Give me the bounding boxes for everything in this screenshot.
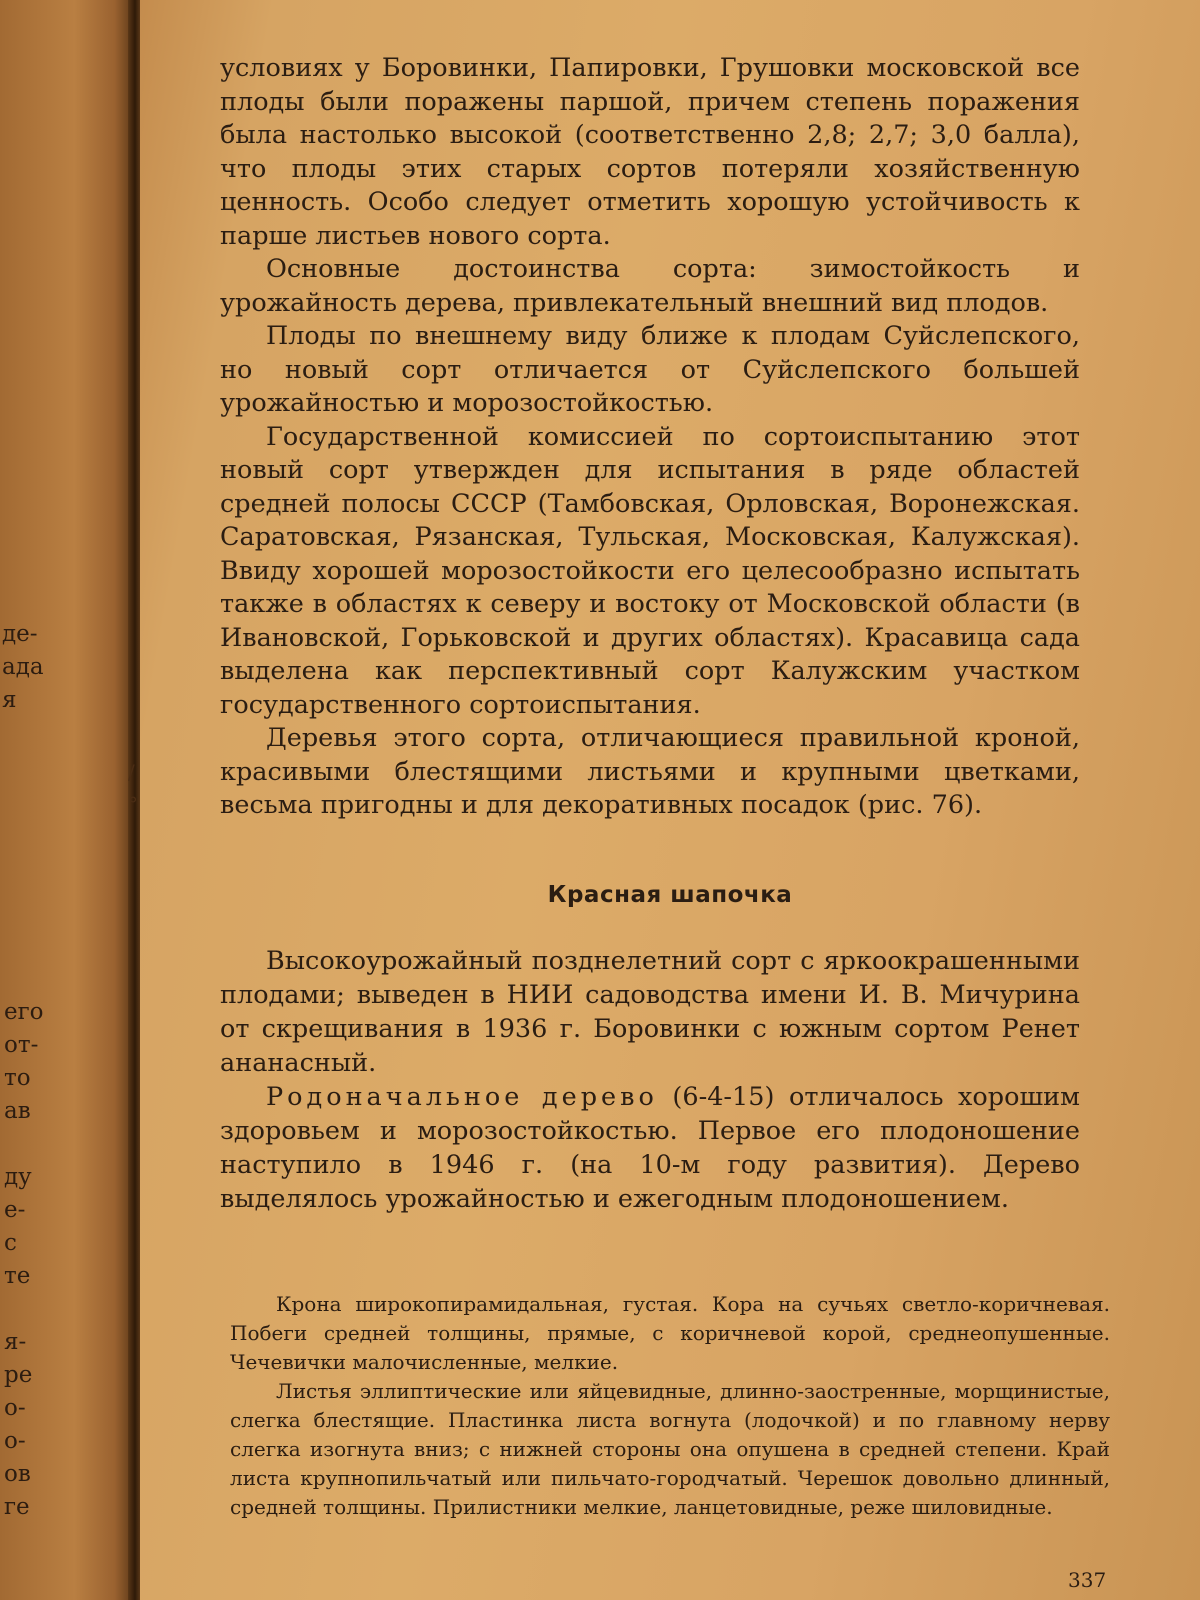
left-margin-bottom-fragments (0, 996, 130, 1524)
margin-fragment: ав (4, 1098, 31, 1124)
margin-fragment: те (4, 1263, 31, 1289)
margin-fragment: ов (4, 1461, 31, 1487)
left-margin-top-fragments (0, 618, 130, 717)
margin-fragment: ре (4, 1362, 33, 1388)
margin-fragment (0, 1293, 130, 1326)
right-page (140, 0, 1200, 1600)
paragraph-rest: (6-4-15) отличалось хорошим здоровьем и морозостойкостью. Первое его плодоношение наступило в 1946 г. (на 10-м году развития). Дерево выделялось урожайностью и ежегодным плодоношением. (220, 1082, 1080, 1214)
paragraph (220, 1080, 1080, 1216)
description-small-print (230, 1290, 1110, 1522)
paragraph: Листья эллиптические или яйцевидные, длинно-заостренные, морщинистые, слегка блестящие. Пластинка листа вогнута (лодочкой) и по главному нерву слегка изогнута вниз; с нижней стороны она опушена в средней степени. Край листа крупнопильчатый или пильчато-городчатый. Черешок довольно длинный, средней толщины. Прилистники мелкие, ланцетовидные, реже шиловидные. (230, 1379, 1110, 1519)
spaced-lead-term: Родоначальное дерево (266, 1082, 658, 1112)
paragraph: Крона широкопирамидальная, густая. Кора на сучьях светло-коричневая. Побеги средней толщины, прямые, с коричневой корой, среднеопушенные. Чечевички малочисленные, мелкие. (230, 1292, 1110, 1374)
margin-fragment: то (4, 1065, 31, 1091)
section-variety-continued (220, 52, 1080, 823)
paragraph: Деревья этого сорта, отличающиеся правильной кроной, красивыми блестящими листьями и крупными цветками, весьма пригодны и для декоративных посадок (рис. 76). (220, 723, 1080, 820)
left-page-edge (0, 0, 135, 1600)
margin-fragment: ду (4, 1164, 32, 1190)
margin-fragment: е- (4, 1197, 26, 1223)
margin-fragment: о- (4, 1428, 26, 1454)
paragraph: Основные достоинства сорта: зимостойкость и урожайность дерева, привлекательный внешний вид плодов. (220, 254, 1080, 318)
paragraph: Высокоурожайный позднелетний сорт с яркоокрашенными плодами; выведен в НИИ садоводства имени И. В. Мичурина от скрещивания в 1936 г. Боровинки с южным сортом Ренет ананасный. (220, 946, 1080, 1078)
margin-fragment: я (2, 687, 17, 713)
margin-fragment: с (4, 1230, 17, 1256)
paragraph: условиях у Боровинки, Папировки, Грушовки московской все плоды были поражены паршой, причем степень поражения была настолько высокой (соответственно 2,8; 2,7; 3,0 балла), что плоды этих старых сортов потеряли хозяйственную ценность. Особо следует отметить хорошую устойчивость к парше листьев нового сорта. (220, 53, 1080, 251)
margin-fragment: от- (4, 1032, 39, 1058)
margin-fragment: де- (2, 621, 38, 647)
margin-fragment: ге (4, 1494, 30, 1520)
margin-fragment: его (4, 999, 44, 1025)
section-heading: Красная шапочка (547, 882, 793, 908)
page-number: 337 (1068, 1568, 1107, 1592)
section-krasnaya-shapochka (220, 944, 1080, 1216)
margin-mark: ° (128, 792, 138, 816)
margin-fragment: о- (4, 1395, 26, 1421)
margin-fragment: ада (2, 654, 44, 680)
margin-fragment: я- (4, 1329, 27, 1355)
margin-fragment (0, 1128, 130, 1161)
paragraph: Плоды по внешнему виду ближе к плодам Суйслепского, но новый сорт отличается от Суйслепского большей урожайностью и морозостойкостью. (220, 321, 1080, 418)
margin-mark: / (128, 760, 135, 784)
paragraph: Государственной комиссией по сортоиспытанию этот новый сорт утвержден для испытания в ряде областей средней полосы СССР (Тамбовская, Орловская, Воронежская. Саратовская, Рязанская, Тульская, Московская, Калужская). Ввиду хорошей морозостойкости его целесообразно испытать также в областях к северу и востоку от Московской области (в Ивановской, Горьковской и других областях). Красавица сада выделена как перспективный сорт Калужским участком государственного сортоиспытания. (220, 421, 1080, 720)
